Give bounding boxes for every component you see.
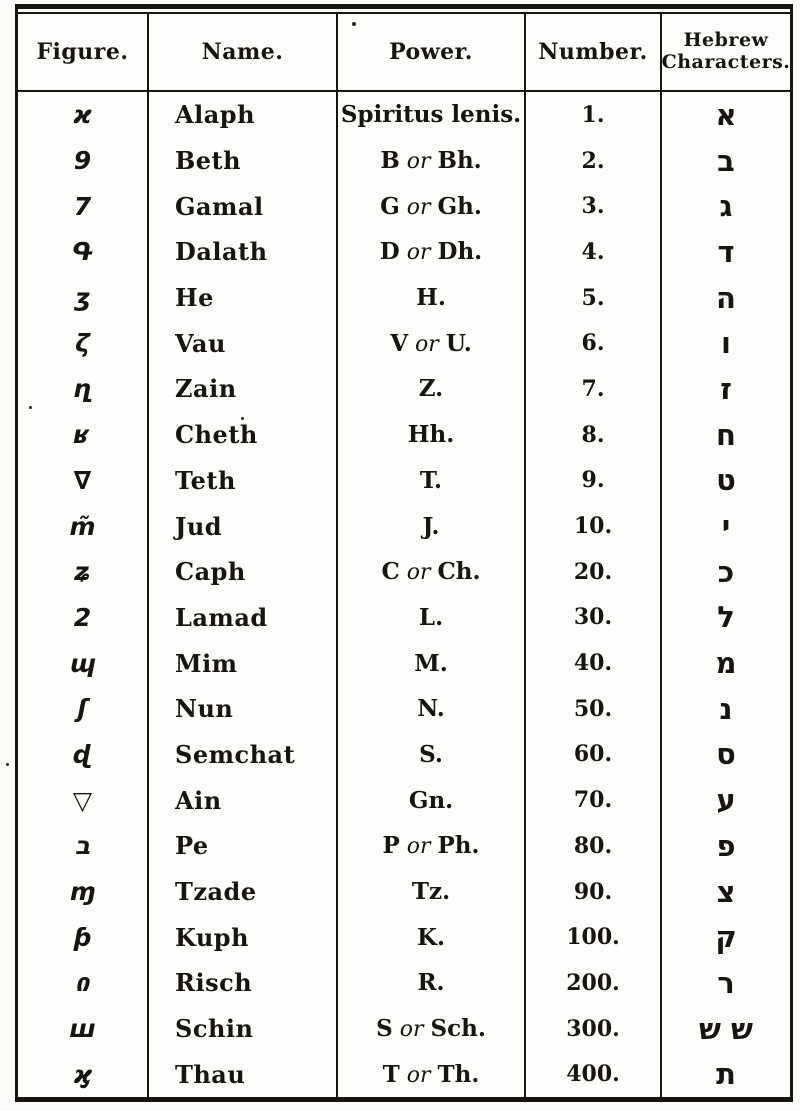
power-part: P	[382, 832, 400, 860]
power-part: T.	[419, 466, 443, 494]
power-cell	[338, 229, 526, 275]
power-cell	[338, 732, 526, 778]
power-cell	[338, 503, 526, 549]
figure-cell	[18, 183, 149, 229]
number-value: 2.	[581, 147, 605, 174]
name-cell	[149, 686, 338, 732]
header-number: Number.	[526, 14, 662, 90]
hebrew-character: ו	[721, 326, 731, 361]
hebrew-character: ז	[720, 371, 732, 406]
name-cell	[149, 503, 338, 549]
letter-name: Gamal	[175, 191, 264, 221]
power-cell	[338, 686, 526, 732]
hebrew-character: ב	[717, 143, 735, 178]
letter-name: Teth	[175, 465, 236, 495]
number-value: 10.	[573, 513, 613, 540]
figure-cell	[18, 229, 149, 275]
hebrew-character: ה	[716, 280, 736, 315]
figure-glyph: 7	[73, 191, 92, 221]
power-value	[376, 1015, 486, 1042]
ink-speck	[6, 763, 9, 766]
header-power: Power.	[338, 14, 526, 90]
number-value: 5.	[581, 284, 605, 311]
hebrew-cell	[662, 686, 790, 732]
hebrew-cell	[662, 92, 790, 138]
number-cell	[526, 366, 662, 412]
figure-cell	[18, 458, 149, 504]
name-cell	[149, 869, 338, 915]
hebrew-cell	[662, 275, 790, 321]
hebrew-cell	[662, 1006, 790, 1052]
hebrew-character: ס	[716, 737, 736, 772]
power-value	[419, 604, 443, 631]
letter-name: Schin	[175, 1014, 254, 1044]
hebrew-cell	[662, 412, 790, 458]
hebrew-character: צ	[716, 874, 736, 909]
name-cell	[149, 914, 338, 960]
power-value	[416, 284, 446, 311]
number-cell	[526, 503, 662, 549]
number-cell	[526, 275, 662, 321]
table-row	[18, 686, 790, 732]
hebrew-character: ט	[716, 463, 736, 498]
header-hebrew: Hebrew Characters.	[661, 29, 791, 73]
power-value	[420, 467, 442, 494]
power-cell	[338, 595, 526, 641]
table-row	[18, 595, 790, 641]
power-value	[417, 695, 445, 722]
hebrew-character: נ	[719, 691, 733, 726]
table-body	[18, 92, 790, 1097]
number-value: 90.	[573, 878, 613, 905]
power-cell	[338, 914, 526, 960]
power-part: C	[381, 558, 400, 586]
table-row	[18, 92, 790, 138]
hebrew-character: ע	[716, 783, 736, 818]
figure-glyph: ш	[69, 1014, 96, 1044]
power-part: Spiritus lenis.	[340, 101, 522, 129]
hebrew-cell	[662, 960, 790, 1006]
header-figure: Figure.	[18, 14, 149, 90]
power-value	[408, 421, 454, 448]
number-value: 9.	[581, 467, 605, 494]
hebrew-cell	[662, 595, 790, 641]
ink-speck	[352, 22, 356, 26]
figure-cell	[18, 914, 149, 960]
table-row	[18, 458, 790, 504]
power-part: K.	[417, 923, 445, 951]
table-row	[18, 869, 790, 915]
power-part: D	[379, 238, 400, 266]
power-part: Z.	[418, 375, 444, 403]
power-or: or	[399, 194, 438, 220]
power-cell	[338, 823, 526, 869]
figure-glyph: ӡ	[74, 283, 91, 313]
figure-glyph: ɖ	[72, 739, 93, 769]
power-value	[382, 832, 479, 859]
power-cell	[338, 458, 526, 504]
number-value: 80.	[573, 832, 613, 859]
ink-speck	[241, 417, 244, 420]
power-value	[341, 101, 521, 128]
power-value	[380, 193, 482, 220]
power-part: Bh.	[437, 147, 482, 175]
letter-name: Caph	[175, 557, 246, 587]
hebrew-character: ג	[719, 189, 733, 224]
letter-name: Mim	[175, 648, 238, 678]
figure-cell	[18, 138, 149, 184]
name-cell	[149, 229, 338, 275]
power-part: R.	[417, 969, 445, 997]
hebrew-cell	[662, 777, 790, 823]
power-part: M.	[414, 649, 448, 677]
name-cell	[149, 1006, 338, 1052]
figure-cell	[18, 320, 149, 366]
table-row	[18, 183, 790, 229]
power-value	[417, 969, 444, 996]
power-part: S.	[419, 740, 443, 768]
figure-cell	[18, 1051, 149, 1097]
power-part: Sch.	[430, 1015, 486, 1043]
figure-glyph: ƥ	[73, 922, 92, 952]
hebrew-character: כ	[717, 554, 735, 589]
power-value	[414, 650, 447, 677]
number-cell	[526, 183, 662, 229]
number-cell	[526, 1006, 662, 1052]
figure-glyph: ϰ	[73, 100, 92, 130]
header-name: Name.	[149, 14, 338, 90]
number-value: 30.	[573, 604, 613, 631]
name-cell	[149, 366, 338, 412]
number-value: 7.	[581, 375, 605, 402]
number-cell	[526, 92, 662, 138]
figure-cell	[18, 503, 149, 549]
number-cell	[526, 777, 662, 823]
power-part: T	[382, 1060, 400, 1088]
number-cell	[526, 914, 662, 960]
table-row	[18, 366, 790, 412]
power-cell	[338, 366, 526, 412]
letter-name: Jud	[175, 511, 223, 541]
hebrew-cell	[662, 640, 790, 686]
letter-name: Nun	[175, 694, 234, 724]
number-cell	[526, 640, 662, 686]
table-row	[18, 914, 790, 960]
hebrew-cell	[662, 732, 790, 778]
alphabet-table	[15, 4, 793, 1102]
hebrew-character: ד	[717, 234, 735, 269]
letter-name: Vau	[175, 328, 226, 358]
hebrew-character: מ	[715, 646, 737, 681]
figure-cell	[18, 823, 149, 869]
figure-glyph: ɱ	[69, 877, 96, 907]
name-cell	[149, 960, 338, 1006]
hebrew-character: ק	[715, 920, 737, 955]
power-value	[417, 924, 445, 951]
figure-glyph: 2	[73, 602, 92, 632]
number-value: 3.	[581, 193, 605, 220]
power-value	[380, 147, 481, 174]
power-part: L.	[418, 603, 444, 631]
table-row	[18, 732, 790, 778]
table-row	[18, 503, 790, 549]
hebrew-character: ח	[716, 417, 736, 452]
power-value	[381, 558, 480, 585]
power-or: or	[408, 331, 446, 357]
power-cell	[338, 1006, 526, 1052]
hebrew-character: א	[715, 97, 737, 132]
power-or: or	[399, 1062, 438, 1088]
figure-glyph: ი	[75, 968, 90, 998]
number-value: 200.	[566, 969, 620, 996]
power-value	[380, 238, 482, 265]
table-row	[18, 412, 790, 458]
name-cell	[149, 92, 338, 138]
number-value: 1.	[581, 101, 605, 128]
number-value: 400.	[566, 1061, 620, 1088]
table-row	[18, 229, 790, 275]
hebrew-cell	[662, 458, 790, 504]
hebrew-character: פ	[716, 828, 736, 863]
figure-cell	[18, 412, 149, 458]
power-or: or	[399, 834, 438, 860]
number-value: 20.	[573, 558, 613, 585]
power-cell	[338, 275, 526, 321]
power-part: Gn.	[408, 786, 454, 814]
number-value: 100.	[566, 924, 620, 951]
name-cell	[149, 549, 338, 595]
power-value	[422, 513, 439, 540]
figure-glyph: ʃ	[77, 694, 88, 724]
number-cell	[526, 458, 662, 504]
figure-glyph: ∇	[73, 465, 92, 495]
table-row	[18, 1051, 790, 1097]
letter-name: Zain	[175, 374, 237, 404]
name-cell	[149, 823, 338, 869]
name-cell	[149, 595, 338, 641]
number-value: 8.	[581, 421, 605, 448]
figure-cell	[18, 686, 149, 732]
power-value	[419, 375, 443, 402]
hebrew-character: י	[721, 509, 731, 544]
letter-name: Semchat	[175, 739, 296, 769]
letter-name: Tzade	[175, 877, 257, 907]
table-row	[18, 823, 790, 869]
ink-speck	[29, 406, 32, 409]
figure-glyph: Գ	[72, 237, 93, 267]
hebrew-character: ל	[717, 600, 735, 635]
letter-name: Lamad	[175, 602, 268, 632]
number-value: 70.	[573, 787, 613, 814]
table-row	[18, 777, 790, 823]
number-cell	[526, 412, 662, 458]
letter-name: Alaph	[175, 100, 256, 130]
number-cell	[526, 1051, 662, 1097]
hebrew-cell	[662, 229, 790, 275]
figure-glyph: ղ	[73, 374, 92, 404]
power-cell	[338, 183, 526, 229]
power-cell	[338, 777, 526, 823]
number-value: 6.	[581, 330, 605, 357]
name-cell	[149, 1051, 338, 1097]
power-part: S	[376, 1015, 393, 1043]
figure-cell	[18, 732, 149, 778]
hebrew-cell	[662, 1051, 790, 1097]
figure-cell	[18, 595, 149, 641]
figure-glyph: ב	[74, 831, 91, 861]
number-cell	[526, 823, 662, 869]
letter-name: Risch	[175, 968, 253, 998]
power-cell	[338, 92, 526, 138]
table-row	[18, 960, 790, 1006]
letter-name: Pe	[175, 831, 209, 861]
power-part: Tz.	[411, 878, 451, 906]
name-cell	[149, 138, 338, 184]
hebrew-character: ר	[717, 965, 735, 1000]
name-cell	[149, 777, 338, 823]
figure-cell	[18, 777, 149, 823]
table-row	[18, 320, 790, 366]
power-cell	[338, 960, 526, 1006]
power-part: H.	[416, 284, 446, 312]
number-value: 40.	[573, 650, 613, 677]
power-part: V	[390, 329, 409, 357]
power-cell	[338, 640, 526, 686]
power-part: G	[380, 192, 400, 220]
power-part: J.	[422, 512, 440, 540]
number-value: 60.	[573, 741, 613, 768]
table-row	[18, 138, 790, 184]
number-cell	[526, 960, 662, 1006]
figure-glyph: ʁ	[74, 420, 91, 450]
figure-cell	[18, 1006, 149, 1052]
name-cell	[149, 320, 338, 366]
power-part: Dh.	[437, 238, 483, 266]
figure-cell	[18, 960, 149, 1006]
table-row	[18, 275, 790, 321]
name-cell	[149, 732, 338, 778]
power-part: U.	[445, 329, 472, 357]
number-cell	[526, 549, 662, 595]
power-part: N.	[417, 695, 445, 723]
hebrew-character: ת	[716, 1057, 736, 1092]
hebrew-cell	[662, 183, 790, 229]
letter-name: Cheth	[175, 420, 258, 450]
letter-name: Dalath	[175, 237, 268, 267]
hebrew-cell	[662, 869, 790, 915]
number-value: 50.	[573, 695, 613, 722]
power-cell	[338, 138, 526, 184]
power-cell	[338, 320, 526, 366]
number-cell	[526, 595, 662, 641]
power-value	[409, 787, 453, 814]
power-cell	[338, 549, 526, 595]
hebrew-cell	[662, 914, 790, 960]
power-cell	[338, 1051, 526, 1097]
power-cell	[338, 412, 526, 458]
power-or: or	[399, 240, 438, 266]
table-row	[18, 549, 790, 595]
power-part: Ch.	[437, 558, 481, 586]
power-value	[383, 1061, 480, 1088]
name-cell	[149, 640, 338, 686]
power-or: or	[399, 149, 438, 175]
letter-name: He	[175, 283, 214, 313]
figure-glyph: ϗ	[73, 1059, 92, 1089]
hebrew-cell	[662, 823, 790, 869]
power-value	[419, 741, 443, 768]
power-part: B	[380, 147, 400, 175]
name-cell	[149, 183, 338, 229]
power-part: Ph.	[437, 832, 480, 860]
figure-cell	[18, 869, 149, 915]
figure-cell	[18, 640, 149, 686]
table-header-row	[18, 14, 790, 92]
figure-glyph: ▽	[72, 785, 93, 815]
number-cell	[526, 732, 662, 778]
number-value: 300.	[566, 1015, 620, 1042]
table-row	[18, 1006, 790, 1052]
number-cell	[526, 869, 662, 915]
number-cell	[526, 229, 662, 275]
hebrew-cell	[662, 366, 790, 412]
number-value: 4.	[581, 238, 605, 265]
figure-cell	[18, 92, 149, 138]
number-cell	[526, 138, 662, 184]
letter-name: Beth	[175, 146, 242, 176]
power-value	[412, 878, 450, 905]
power-part: Hh.	[407, 421, 455, 449]
figure-cell	[18, 366, 149, 412]
name-cell	[149, 275, 338, 321]
figure-cell	[18, 275, 149, 321]
hebrew-cell	[662, 320, 790, 366]
figure-glyph: ʑ	[73, 557, 92, 587]
power-or: or	[399, 560, 438, 586]
figure-glyph: m̃	[69, 511, 96, 541]
letter-name: Ain	[175, 785, 222, 815]
power-or: or	[392, 1017, 431, 1043]
figure-cell	[18, 549, 149, 595]
letter-name: Kuph	[175, 922, 250, 952]
figure-glyph: ζ	[75, 328, 90, 358]
figure-glyph: 9	[73, 146, 92, 176]
table-row	[18, 640, 790, 686]
hebrew-cell	[662, 549, 790, 595]
letter-name: Thau	[175, 1059, 246, 1089]
hebrew-cell	[662, 503, 790, 549]
number-cell	[526, 686, 662, 732]
number-cell	[526, 320, 662, 366]
name-cell	[149, 458, 338, 504]
hebrew-cell	[662, 138, 790, 184]
figure-glyph: ɰ	[69, 648, 96, 678]
hebrew-character: ש ש	[698, 1011, 754, 1046]
power-cell	[338, 869, 526, 915]
power-value	[390, 330, 472, 357]
power-part: Th.	[437, 1060, 480, 1088]
power-part: Gh.	[437, 192, 482, 220]
